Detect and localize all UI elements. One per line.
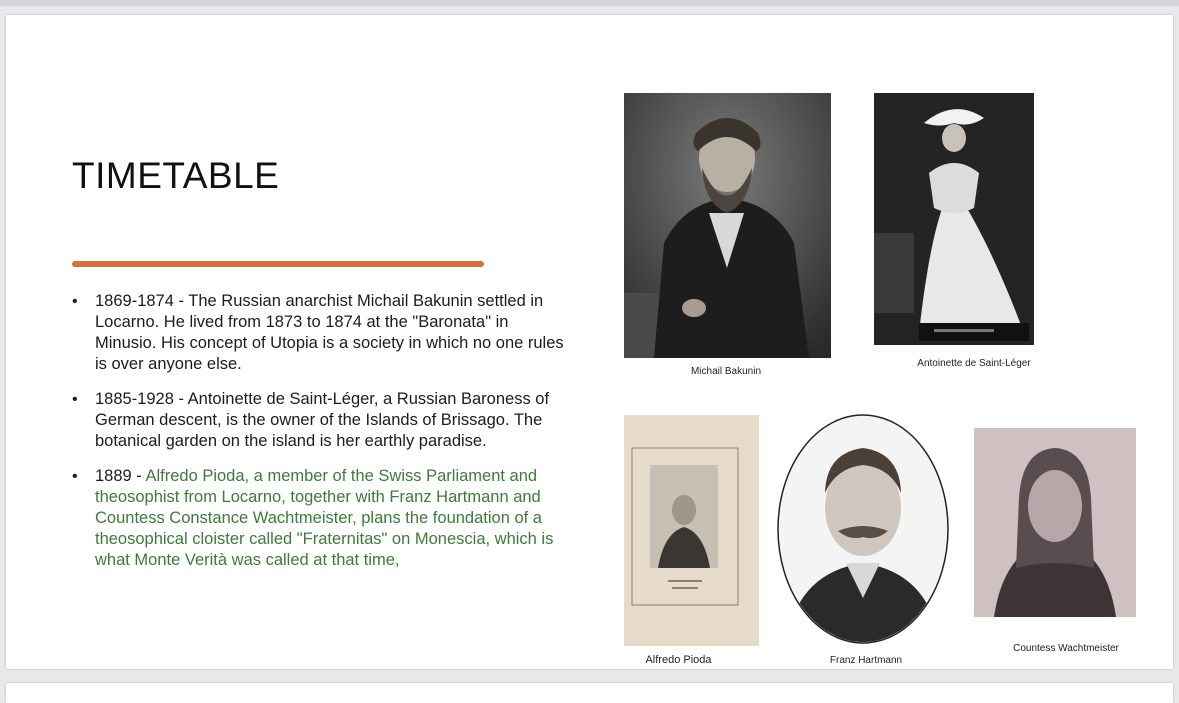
portrait-image [624, 93, 831, 358]
portrait-image [776, 413, 950, 645]
caption-michail-bakunin: Michail Bakunin [690, 366, 762, 377]
bullet-item [68, 291, 568, 375]
bullet-lead: 1889 - [95, 467, 146, 485]
timeline-bullets [68, 291, 568, 585]
next-slide-preview [6, 683, 1173, 703]
title-accent-line [72, 261, 484, 267]
viewer-top-bar [0, 0, 1179, 6]
caption-countess-wachtmeister: Countess Wachtmeister [1013, 643, 1119, 654]
bullet-text-highlighted: Alfredo Pioda, a member of the Swiss Parliament and theosophist from Locarno, together with Franz Hartmann and Countess Constance Wachtmeister, plans the foundation of a theosophical cloister called "Fraternitas" on Monescia, which is what Monte Verità was called at that time, [95, 467, 554, 569]
caption-alfredo-pioda: Alfredo Pioda [645, 654, 712, 666]
bullet-item [68, 466, 568, 571]
photo-antoinette-de-saint-leger [874, 93, 1034, 345]
bullet-text: 1885-1928 - Antoinette de Saint-Léger, a Russian Baroness of German descent, is the owner of the Islands of Brissago. The botanical garden on the island is her earthly paradise. [95, 390, 550, 450]
portrait-image [974, 428, 1136, 617]
caption-franz-hartmann: Franz Hartmann [829, 655, 903, 666]
bullet-text: 1869-1874 - The Russian anarchist Michail Bakunin settled in Locarno. He lived from 1873 to 1874 at the "Baronata" in Minusio. His concept of Utopia is a society in which no one rules is over anyone else. [95, 292, 564, 373]
portrait-image [874, 93, 1034, 345]
caption-antoinette-de-saint-leger: Antoinette de Saint-Léger [917, 358, 1031, 369]
photo-michail-bakunin [624, 93, 831, 358]
portrait-image [624, 415, 759, 646]
photo-franz-hartmann [776, 413, 950, 645]
slide [6, 15, 1173, 669]
slide-title: TIMETABLE [72, 155, 280, 196]
bullet-item [68, 389, 568, 452]
photo-alfredo-pioda [624, 415, 759, 646]
photo-countess-wachtmeister [974, 428, 1136, 617]
